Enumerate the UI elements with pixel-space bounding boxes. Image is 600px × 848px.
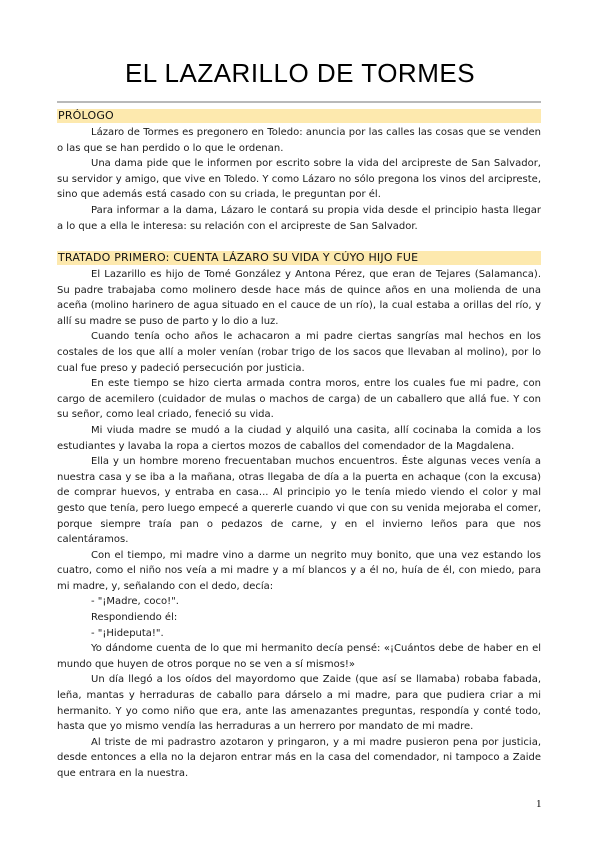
- chapter-paragraph-2: Cuando tenía ocho años le achacaron a mi padre ciertas sangrías mal hechos en los costales de los que allí a moler venían (robar trigo de los sacos que llevaban al molino), por lo cual fue preso y padeció persecución por justicia.: [57, 331, 541, 374]
- chapter-paragraph-4: Mi viuda madre se mudó a la ciudad y alquiló una casita, allí cocinaba la comida a los estudiantes y lavaba la ropa a ciertos mozos de caballos del comendador de la Magdalena.: [57, 424, 541, 452]
- prologue-section: [57, 109, 541, 234]
- chapter-paragraph-9: Al triste de mi padrastro azotaron y pringaron, y a mi madre pusieron pena por justicia, desde entonces a ella no la dejaron entrar más en la casa del comendador, ni tampoco a Zaide que entrara en la nuestra.: [57, 736, 541, 779]
- prologue-paragraph-3: Para informar a la dama, Lázaro le contará su propia vida desde el principio hasta llegar a lo que a ella le interesa: su relación con el arcipreste de San Salvador.: [57, 204, 541, 232]
- prologue-paragraph-1: Lázaro de Tormes es pregonero en Toledo: anuncia por las calles las cosas que se venden o las que se han perdido o lo que le ordenan.: [57, 127, 541, 154]
- document-title: EL LAZARILLO DE TORMES: [124, 58, 476, 88]
- prologue-heading: PRÓLOGO: [57, 109, 541, 123]
- chapter-paragraph-3: En este tiempo se hizo cierta armada contra moros, entre los cuales fue mi padre, con cargo de acemilero (cuidador de mulas o machos de carga) de un caballero que allá fue. Y con su señor, como leal criado, feneció su vida.: [57, 378, 541, 421]
- page-number: 1: [536, 798, 542, 810]
- prologue-paragraph-2: Una dama pide que le informen por escrito sobre la vida del arcipreste de San Salvador, su servidor y amigo, que vive en Toledo. Y como Lázaro no sólo pregona los vinos del arcipreste, sino que además está casado con su criada, le preguntan por él.: [57, 158, 541, 201]
- chapter-one-section: [57, 251, 541, 782]
- chapter-one-heading: TRATADO PRIMERO: CUENTA LÁZARO SU VIDA Y CÚYO HIJO FUE: [57, 251, 541, 265]
- dialogue-line-2: Respondiendo él:: [91, 612, 178, 624]
- chapter-paragraph-5: Ella y un hombre moreno frecuentaban muchos encuentros. Éste algunas veces venía a nuestra casa y se iba a la mañana, otras llegaba de día a la puerta en achaque (con la excusa) de comprar huevos, y entraba en casa... Al principio yo le tenía miedo viendo el color y mal gesto que tenía, pero luego empecé a quererle cuando vi que con su venida mejoraba el comer, porque siempre traía pan o pedazos de carne, y en el invierno leños para que nos calentáramos.: [57, 456, 541, 546]
- dialogue-line-1: - "¡Madre, coco!".: [91, 596, 179, 608]
- chapter-paragraph-6: Con el tiempo, mi madre vino a darme un negrito muy bonito, que una vez estando los cuatro, como el niño nos veía a mi madre y a mí blancos y a él no, huía de él, con miedo, para mi madre, y, señalando con el dedo, decía:: [57, 549, 541, 592]
- chapter-paragraph-8: Un día llegó a los oídos del mayordomo que Zaide (que así se llamaba) robaba fabada, leña, mantas y herraduras de caballo para dárselo a mi madre, para que pudiera criar a mi hermanito. Y yo como niño que era, ante las amenazantes preguntas, respondía y conté todo, hasta que yo mismo vendía las herraduras a un herrero por mandato de mi madre.: [57, 674, 541, 733]
- title-divider: [57, 101, 541, 103]
- chapter-paragraph-7: Yo dándome cuenta de lo que mi hermanito decía pensé: «¡Cuántos debe de haber en el mundo que huyen de otros porque no se ven a sí mismos!»: [57, 643, 541, 670]
- dialogue-line-3: - "¡Hideputa!".: [91, 627, 164, 639]
- chapter-paragraph-1: El Lazarillo es hijo de Tomé González y Antona Pérez, que eran de Tejares (Salamanca). Su padre trabajaba como molinero desde hace más de quince años en una molienda de una aceña (molino harinero de agua situado en el cauce de un río), la cual estaba a orillas del río, y allí su madre se puso de parto y lo dio a luz.: [57, 269, 541, 327]
